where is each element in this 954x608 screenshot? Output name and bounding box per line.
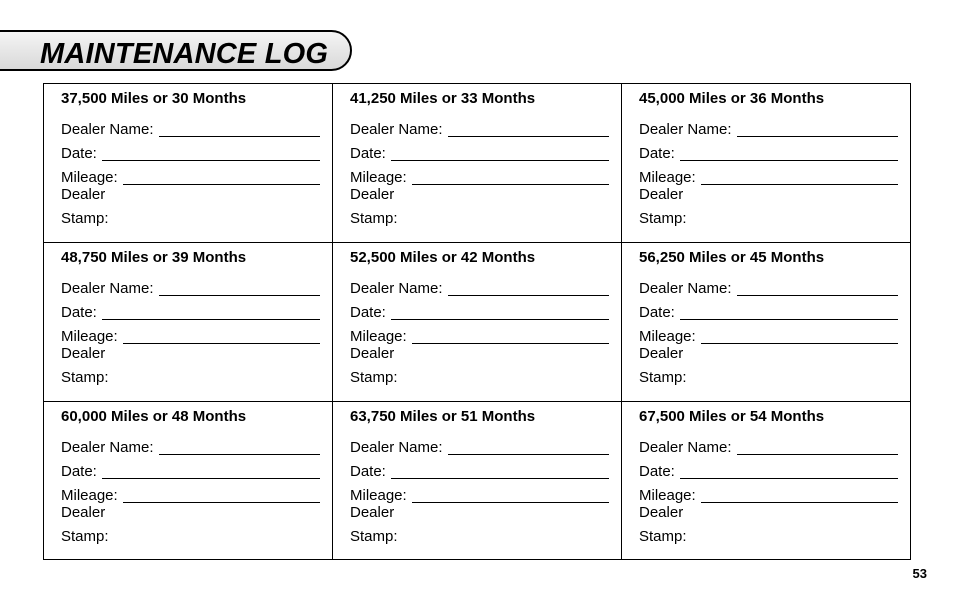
mileage-field[interactable] bbox=[639, 162, 898, 186]
dealer-name-field[interactable] bbox=[61, 432, 320, 456]
mileage-line[interactable] bbox=[701, 488, 898, 503]
dealer-name-label: Dealer Name: bbox=[639, 439, 732, 456]
dealer-stamp-label-line2: Stamp: bbox=[639, 210, 687, 227]
dealer-name-field[interactable] bbox=[350, 114, 609, 138]
log-entry-5 bbox=[333, 243, 622, 402]
date-line[interactable] bbox=[680, 305, 898, 320]
mileage-label: Mileage: bbox=[61, 328, 118, 345]
dealer-name-label: Dealer Name: bbox=[61, 280, 154, 297]
log-entry-1 bbox=[44, 84, 333, 243]
entry-heading: 60,000 Miles or 48 Months bbox=[61, 408, 247, 425]
entry-heading: 41,250 Miles or 33 Months bbox=[350, 90, 536, 107]
mileage-field[interactable] bbox=[61, 321, 320, 345]
entry-heading: 45,000 Miles or 36 Months bbox=[639, 90, 825, 107]
date-line[interactable] bbox=[680, 464, 898, 479]
log-entry-9 bbox=[622, 402, 910, 559]
date-field[interactable] bbox=[639, 297, 898, 321]
dealer-stamp-label-line2: Stamp: bbox=[61, 528, 109, 545]
mileage-label: Mileage: bbox=[639, 328, 696, 345]
dealer-name-field[interactable] bbox=[350, 273, 609, 297]
dealer-stamp-label-line1: Dealer bbox=[350, 186, 395, 203]
dealer-name-label: Dealer Name: bbox=[61, 439, 154, 456]
mileage-line[interactable] bbox=[123, 329, 320, 344]
dealer-name-line[interactable] bbox=[737, 281, 898, 296]
dealer-stamp-label-line1: Dealer bbox=[350, 345, 395, 362]
dealer-name-label: Dealer Name: bbox=[61, 121, 154, 138]
mileage-field[interactable] bbox=[350, 480, 609, 504]
dealer-stamp-label-line1: Dealer bbox=[639, 186, 684, 203]
date-field[interactable] bbox=[61, 138, 320, 162]
mileage-label: Mileage: bbox=[350, 487, 407, 504]
mileage-field[interactable] bbox=[639, 480, 898, 504]
date-label: Date: bbox=[350, 304, 386, 321]
date-field[interactable] bbox=[639, 138, 898, 162]
dealer-stamp-label-line1: Dealer bbox=[61, 345, 106, 362]
dealer-stamp-label-line1: Dealer bbox=[639, 504, 684, 521]
entry-heading: 52,500 Miles or 42 Months bbox=[350, 249, 536, 266]
log-entry-4 bbox=[44, 243, 333, 402]
dealer-name-label: Dealer Name: bbox=[350, 121, 443, 138]
date-field[interactable] bbox=[350, 456, 609, 480]
dealer-name-line[interactable] bbox=[737, 440, 898, 455]
dealer-stamp-label-line1: Dealer bbox=[350, 504, 395, 521]
dealer-name-field[interactable] bbox=[61, 273, 320, 297]
dealer-stamp-label-line2: Stamp: bbox=[639, 528, 687, 545]
mileage-label: Mileage: bbox=[61, 487, 118, 504]
dealer-stamp-label-line1: Dealer bbox=[61, 186, 106, 203]
log-entry-6 bbox=[622, 243, 910, 402]
mileage-line[interactable] bbox=[701, 329, 898, 344]
dealer-name-line[interactable] bbox=[448, 281, 609, 296]
entry-heading: 48,750 Miles or 39 Months bbox=[61, 249, 247, 266]
mileage-field[interactable] bbox=[350, 321, 609, 345]
mileage-label: Mileage: bbox=[639, 169, 696, 186]
date-label: Date: bbox=[639, 304, 675, 321]
mileage-line[interactable] bbox=[412, 170, 609, 185]
dealer-name-field[interactable] bbox=[639, 114, 898, 138]
mileage-label: Mileage: bbox=[350, 169, 407, 186]
date-line[interactable] bbox=[391, 305, 609, 320]
dealer-stamp-label-line2: Stamp: bbox=[350, 369, 398, 386]
page-title: MAINTENANCE LOG bbox=[40, 38, 329, 70]
date-field[interactable] bbox=[61, 456, 320, 480]
date-line[interactable] bbox=[102, 146, 320, 161]
log-entry-7 bbox=[44, 402, 333, 559]
mileage-line[interactable] bbox=[412, 488, 609, 503]
date-label: Date: bbox=[61, 304, 97, 321]
mileage-field[interactable] bbox=[61, 480, 320, 504]
dealer-stamp-label-line1: Dealer bbox=[639, 345, 684, 362]
date-line[interactable] bbox=[680, 146, 898, 161]
dealer-name-line[interactable] bbox=[159, 440, 320, 455]
dealer-stamp-label-line2: Stamp: bbox=[350, 528, 398, 545]
entry-heading: 56,250 Miles or 45 Months bbox=[639, 249, 825, 266]
dealer-stamp-label-line2: Stamp: bbox=[61, 369, 109, 386]
mileage-line[interactable] bbox=[701, 170, 898, 185]
entry-heading: 67,500 Miles or 54 Months bbox=[639, 408, 825, 425]
dealer-name-line[interactable] bbox=[448, 440, 609, 455]
date-label: Date: bbox=[61, 463, 97, 480]
date-field[interactable] bbox=[61, 297, 320, 321]
dealer-name-line[interactable] bbox=[159, 122, 320, 137]
entry-heading: 63,750 Miles or 51 Months bbox=[350, 408, 536, 425]
mileage-line[interactable] bbox=[123, 488, 320, 503]
dealer-name-field[interactable] bbox=[350, 432, 609, 456]
date-label: Date: bbox=[639, 145, 675, 162]
date-line[interactable] bbox=[102, 464, 320, 479]
dealer-stamp-label-line1: Dealer bbox=[61, 504, 106, 521]
dealer-name-label: Dealer Name: bbox=[639, 280, 732, 297]
date-field[interactable] bbox=[639, 456, 898, 480]
dealer-name-field[interactable] bbox=[61, 114, 320, 138]
dealer-stamp-label-line2: Stamp: bbox=[350, 210, 398, 227]
mileage-line[interactable] bbox=[123, 170, 320, 185]
date-label: Date: bbox=[350, 463, 386, 480]
mileage-field[interactable] bbox=[639, 321, 898, 345]
dealer-stamp-label-line2: Stamp: bbox=[639, 369, 687, 386]
dealer-name-field[interactable] bbox=[639, 273, 898, 297]
log-entry-2 bbox=[333, 84, 622, 243]
mileage-label: Mileage: bbox=[61, 169, 118, 186]
date-label: Date: bbox=[350, 145, 386, 162]
date-label: Date: bbox=[639, 463, 675, 480]
dealer-name-field[interactable] bbox=[639, 432, 898, 456]
dealer-name-line[interactable] bbox=[159, 281, 320, 296]
log-entry-8 bbox=[333, 402, 622, 559]
date-line[interactable] bbox=[102, 305, 320, 320]
date-field[interactable] bbox=[350, 297, 609, 321]
entry-heading: 37,500 Miles or 30 Months bbox=[61, 90, 247, 107]
dealer-name-line[interactable] bbox=[448, 122, 609, 137]
page-number: 53 bbox=[912, 566, 927, 581]
date-label: Date: bbox=[61, 145, 97, 162]
dealer-name-line[interactable] bbox=[737, 122, 898, 137]
mileage-field[interactable] bbox=[61, 162, 320, 186]
date-line[interactable] bbox=[391, 146, 609, 161]
mileage-label: Mileage: bbox=[350, 328, 407, 345]
log-entry-3 bbox=[622, 84, 910, 243]
dealer-name-label: Dealer Name: bbox=[350, 280, 443, 297]
mileage-label: Mileage: bbox=[639, 487, 696, 504]
date-line[interactable] bbox=[391, 464, 609, 479]
maintenance-log-grid bbox=[43, 83, 911, 560]
mileage-field[interactable] bbox=[350, 162, 609, 186]
dealer-name-label: Dealer Name: bbox=[639, 121, 732, 138]
dealer-name-label: Dealer Name: bbox=[350, 439, 443, 456]
dealer-stamp-label-line2: Stamp: bbox=[61, 210, 109, 227]
mileage-line[interactable] bbox=[412, 329, 609, 344]
date-field[interactable] bbox=[350, 138, 609, 162]
